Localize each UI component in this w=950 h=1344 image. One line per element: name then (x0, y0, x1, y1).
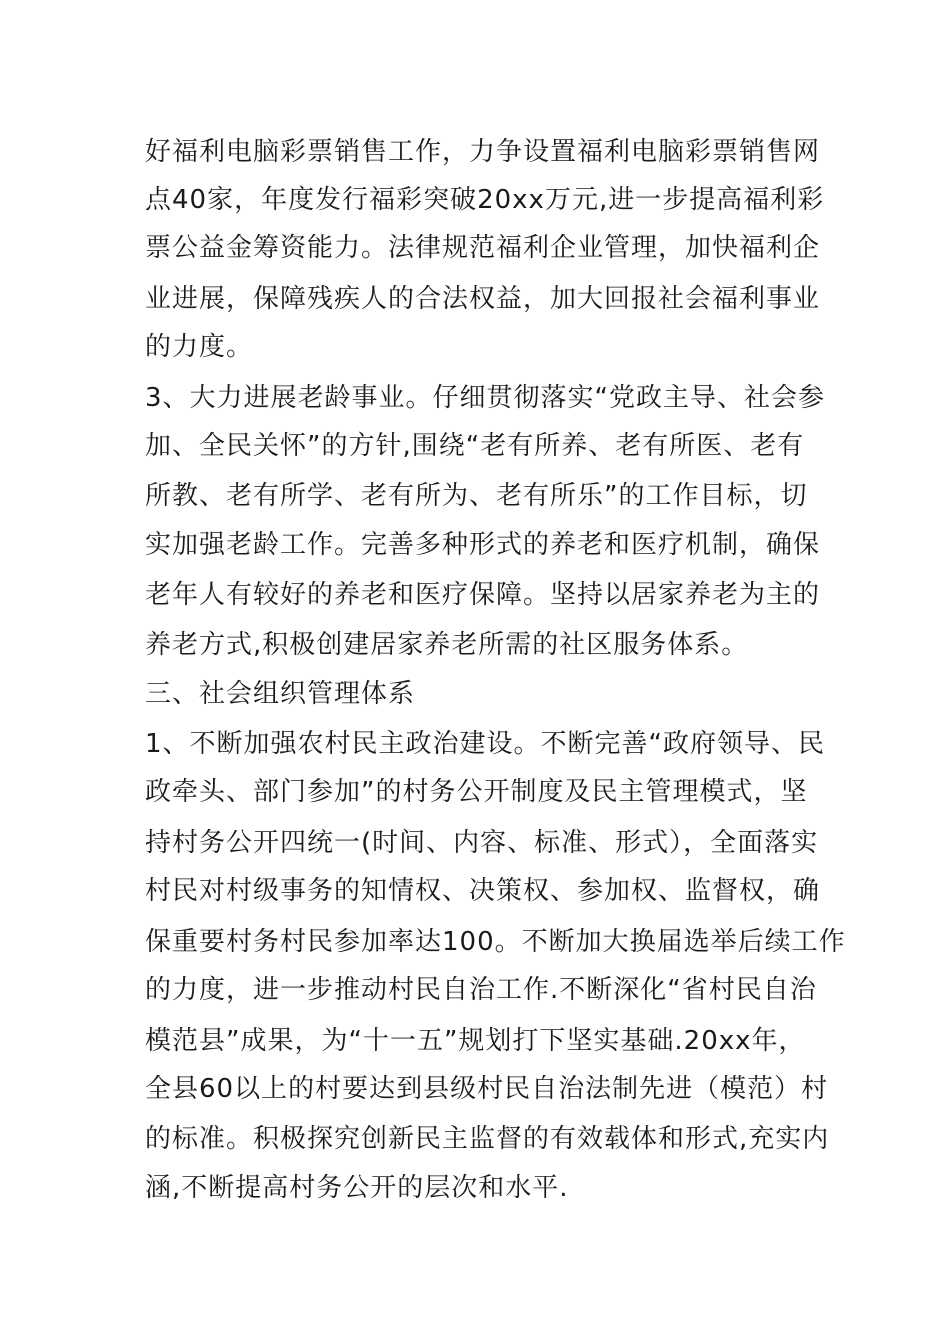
text-line-21: 的标准。积极探究创新民主监督的有效载体和形式,充实内 (145, 1124, 830, 1154)
text-line-20: 全县60以上的村要达到县级村民自治法制先进（模范）村 (145, 1074, 829, 1104)
text-line-15: 持村务公开四统一(时间、内容、标准、形式），全面落实 (145, 828, 819, 858)
text-line-14: 政牵头、部门参加”的村务公开制度及民主管理模式，坚 (145, 777, 808, 807)
section-heading: 三、社会组织管理体系 (145, 679, 416, 709)
text-line-2: 点40家，年度发行福彩突破20xx万元,进一步提高福利彩 (145, 185, 825, 215)
text-line-6: 3、大力进展老龄事业。仔细贯彻落实“党政主导、社会参 (145, 383, 826, 413)
text-line-11: 养老方式,积极创建居家养老所需的社区服务体系。 (145, 630, 749, 660)
text-line-19: 模范县”成果，为“十一五”规划打下坚实基础.20xx年， (145, 1026, 806, 1056)
text-line-13: 1、不断加强农村民主政治建设。不断完善“政府领导、民 (145, 729, 826, 759)
text-line-7: 加、全民关怀”的方针,围绕“老有所养、老有所医、老有 (145, 431, 805, 461)
text-line-18: 的力度，进一步推动村民自治工作.不断深化“省村民自治 (145, 975, 817, 1005)
text-line-1: 好福利电脑彩票销售工作，力争设置福利电脑彩票销售网 (145, 137, 821, 167)
text-line-17: 保重要村务村民参加率达100。不断加大换届选举后续工作 (145, 927, 846, 957)
text-line-10: 老年人有较好的养老和医疗保障。坚持以居家养老为主的 (145, 580, 821, 610)
text-line-5: 的力度。 (145, 332, 254, 362)
text-line-4: 业进展，保障残疾人的合法权益，加大回报社会福利事业 (145, 284, 821, 314)
text-line-16: 村民对村级事务的知情权、决策权、参加权、监督权，确 (145, 876, 821, 906)
text-line-9: 实加强老龄工作。完善多种形式的养老和医疗机制，确保 (145, 530, 821, 560)
text-line-8: 所教、老有所学、老有所为、老有所乐”的工作目标，切 (145, 481, 808, 511)
text-line-22: 涵,不断提高村务公开的层次和水平. (145, 1173, 569, 1203)
text-line-3: 票公益金筹资能力。法律规范福利企业管理，加快福利企 (145, 233, 821, 263)
